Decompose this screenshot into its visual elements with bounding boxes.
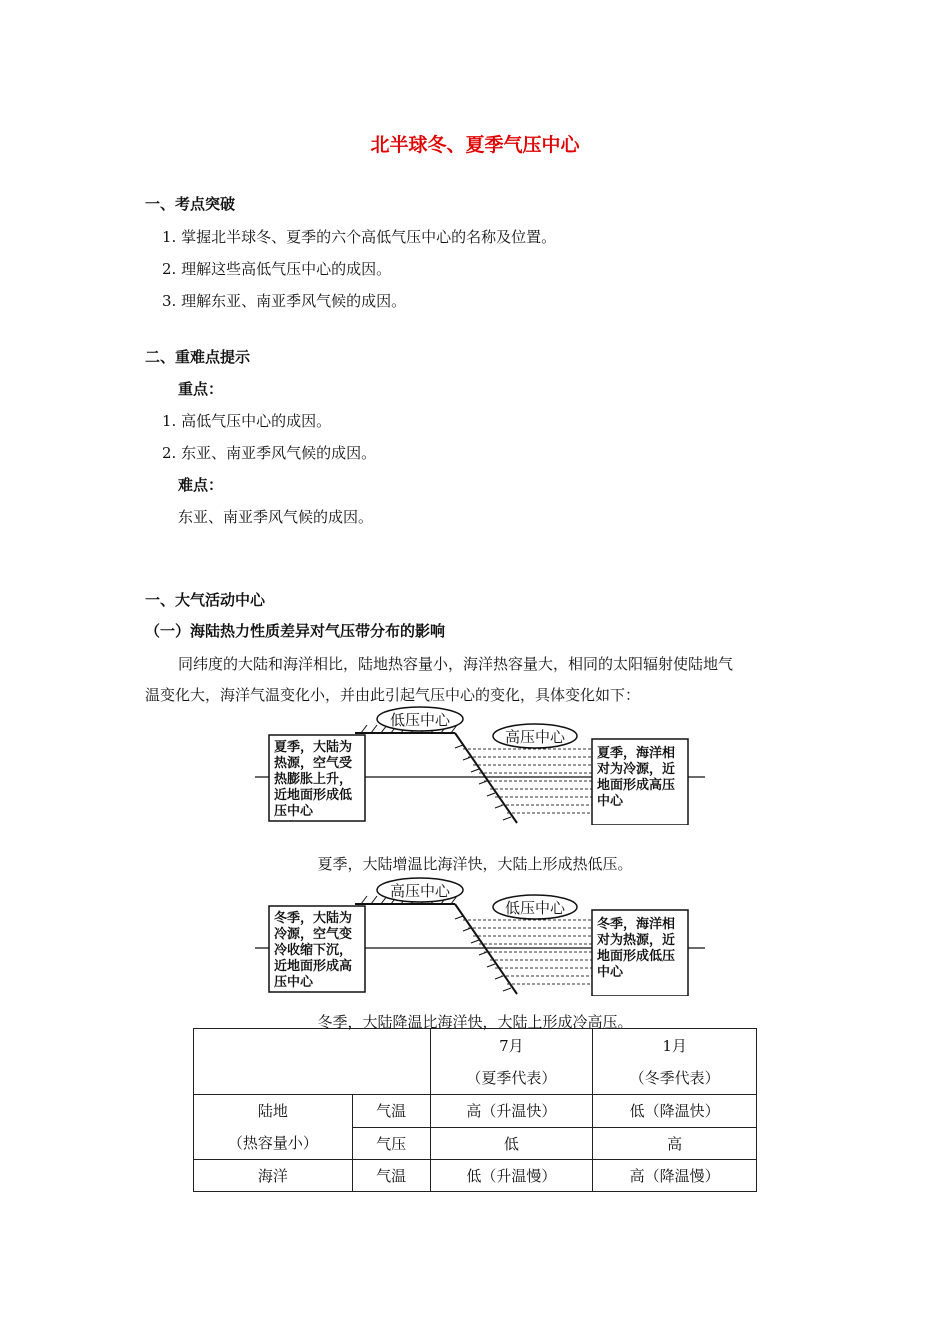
land-text-line: 近地面形成低	[274, 788, 353, 803]
land-text-line: 冷源，空气变	[274, 927, 353, 942]
key-label: 重点：	[178, 380, 224, 398]
paragraph-line: 温变化大，海洋气温变化小，并由此引起气压中心的变化，具体变化如下：	[145, 686, 641, 704]
table-cell: 高	[593, 1127, 757, 1160]
land-text-line: 近地面形成高	[274, 959, 353, 974]
table-cell: 气温	[352, 1160, 430, 1192]
land-surface	[355, 896, 517, 994]
list-item: 2. 东亚、南亚季风气候的成因。	[162, 444, 377, 462]
table-cell: 低	[430, 1127, 593, 1160]
list-item: 3. 理解东亚、南亚季风气候的成因。	[162, 292, 407, 310]
sea-text-line: 对为热源，近	[597, 933, 676, 948]
land-surface	[355, 725, 517, 823]
land-pressure-label: 高压中心	[389, 882, 451, 900]
sea-text-line: 对为冷源，近	[597, 762, 676, 777]
summer-diagram	[255, 705, 705, 825]
land-text-line: 热膨胀上升，	[274, 772, 353, 787]
table-cell: 高（升温快）	[430, 1095, 593, 1128]
sea-text-line: 中心	[597, 965, 624, 980]
sea-text-line: 夏季，海洋相	[597, 746, 676, 761]
table-cell: 高（降温慢）	[593, 1160, 757, 1192]
sea-text-line: 地面形成高压	[597, 778, 676, 793]
table-row-header-land: 陆地 （热容量小）	[194, 1095, 353, 1160]
table-cell: 低（降温快）	[593, 1095, 757, 1128]
list-item: 1. 掌握北半球冬、夏季的六个高低气压中心的名称及位置。	[162, 228, 557, 246]
table-header-january: 1月 （冬季代表）	[593, 1029, 757, 1095]
comparison-table	[193, 1028, 757, 1192]
land-text-line: 冬季，大陆为	[274, 911, 353, 926]
sea-pressure-label: 低压中心	[504, 899, 566, 917]
sea-water	[463, 749, 595, 813]
table-row-header-sea: 海洋	[194, 1160, 353, 1192]
page-title: 北半球冬、夏季气压中心	[370, 134, 580, 156]
land-pressure-label: 低压中心	[389, 711, 451, 729]
list-item: 1. 高低气压中心的成因。	[162, 412, 332, 430]
table-cell	[194, 1029, 431, 1095]
list-item: 2. 理解这些高低气压中心的成因。	[162, 260, 392, 278]
land-text-line: 热源，空气受	[274, 756, 353, 771]
table-header-july: 7月 （夏季代表）	[430, 1029, 593, 1095]
hard-label: 难点：	[178, 476, 224, 494]
table-row	[194, 1160, 757, 1192]
sea-text-line: 冬季，海洋相	[597, 917, 676, 932]
winter-caption: 冬季，大陆降温比海洋快，大陆上形成冷高压。	[317, 1013, 633, 1031]
section-heading-difficulties: 二、重难点提示	[145, 348, 251, 366]
land-text-line: 压中心	[274, 975, 314, 990]
section-heading-key-points: 一、考点突破	[145, 195, 236, 213]
summer-caption: 夏季，大陆增温比海洋快，大陆上形成热低压。	[317, 855, 633, 873]
sea-pressure-label: 高压中心	[504, 728, 566, 746]
table-row	[194, 1095, 757, 1128]
sea-text-line: 地面形成低压	[597, 949, 676, 964]
sea-water	[463, 920, 595, 984]
table-cell: 气温	[352, 1095, 430, 1128]
subsection-heading: （一）海陆热力性质差异对气压带分布的影响	[145, 622, 446, 640]
hard-text: 东亚、南亚季风气候的成因。	[178, 508, 374, 526]
paragraph-line: 同纬度的大陆和海洋相比，陆地热容量小，海洋热容量大，相同的太阳辐射使陆地气	[178, 655, 734, 673]
table-row	[194, 1029, 757, 1095]
land-text-line: 压中心	[274, 804, 314, 819]
table-cell: 气压	[352, 1127, 430, 1160]
land-text-line: 夏季，大陆为	[274, 740, 353, 755]
sea-text-line: 中心	[597, 794, 624, 809]
section-heading-atmosphere: 一、大气活动中心	[145, 591, 266, 609]
table-cell: 低（升温慢）	[430, 1160, 593, 1192]
winter-diagram	[255, 876, 705, 996]
land-text-line: 冷收缩下沉，	[274, 943, 353, 958]
